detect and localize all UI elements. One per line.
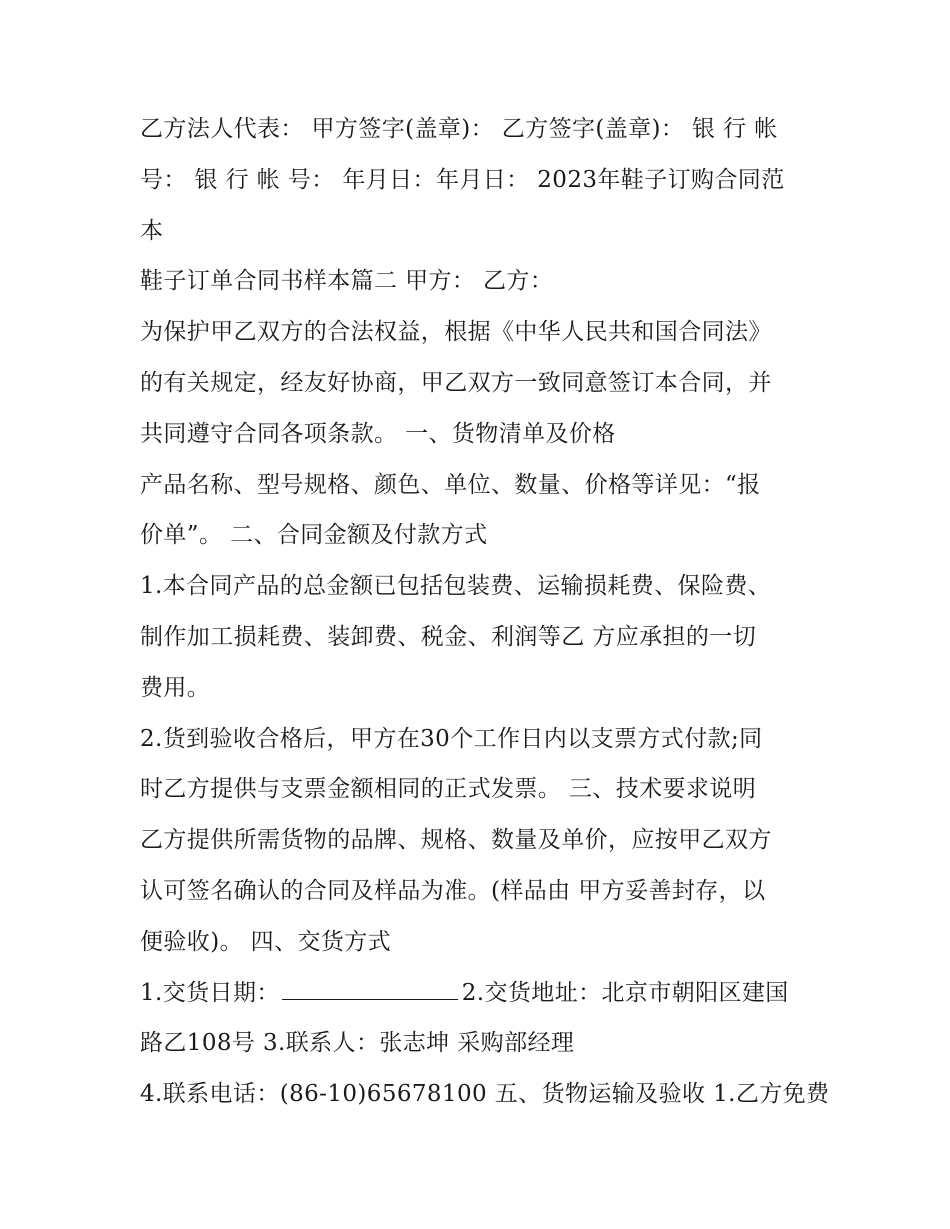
- text-line: 路乙108号 3.联系人：张志坤 采购部经理: [140, 1030, 575, 1057]
- delivery-date-label: 1.交货日期：: [140, 979, 280, 1006]
- text-line: 费用。: [140, 674, 211, 701]
- text-line: 共同遵守合同各项条款。 一、货物清单及价格: [140, 420, 616, 447]
- text-line: 鞋子订单合同书样本篇二 甲方： 乙方：: [140, 268, 554, 295]
- text-line: 4.联系电话：(86-10)65678100 五、货物运输及验收 1.乙方免费: [140, 1081, 830, 1108]
- text-line: 2.货到验收合格后，甲方在30个工作日内以支票方式付款;同: [140, 725, 763, 752]
- text-line: 认可签名确认的合同及样品为准。(样品由 甲方妥善封存，以: [140, 877, 766, 904]
- text-line: 便验收)。 四、交货方式: [140, 928, 392, 955]
- text-line: 本: [140, 217, 164, 244]
- text-line: 产品名称、型号规格、颜色、单位、数量、价格等详见：“报: [140, 471, 761, 498]
- delivery-date-blank: [282, 975, 458, 1000]
- delivery-address: 2.交货地址：北京市朝阳区建国: [461, 979, 789, 1006]
- text-line: 时乙方提供与支票金额相同的正式发票。 三、技术要求说明: [140, 776, 757, 803]
- text-line: 为保护甲乙双方的合法权益，根据《中华人民共和国合同法》: [140, 319, 772, 346]
- text-line: 号： 银 行 帐 号： 年月日：年月日： 2023年鞋子订购合同范: [140, 166, 785, 193]
- text-line: 乙方法人代表： 甲方签字(盖章)： 乙方签字(盖章)： 银 行 帐: [140, 116, 778, 142]
- text-line: 制作加工损耗费、装卸费、税金、利润等乙 方应承担的一切: [140, 623, 757, 650]
- text-line: 的有关规定，经友好协商，甲乙双方一致同意签订本合同，并: [140, 369, 772, 396]
- delivery-line: [140, 968, 812, 1019]
- document-body: [140, 104, 830, 1120]
- text-line: 1.本合同产品的总金额已包括包装费、运输损耗费、保险费、: [140, 573, 772, 600]
- text-line: 价单”。 二、合同金额及付款方式: [140, 522, 488, 549]
- text-line: 乙方提供所需货物的品牌、规格、数量及单价，应按甲乙双方: [140, 827, 772, 854]
